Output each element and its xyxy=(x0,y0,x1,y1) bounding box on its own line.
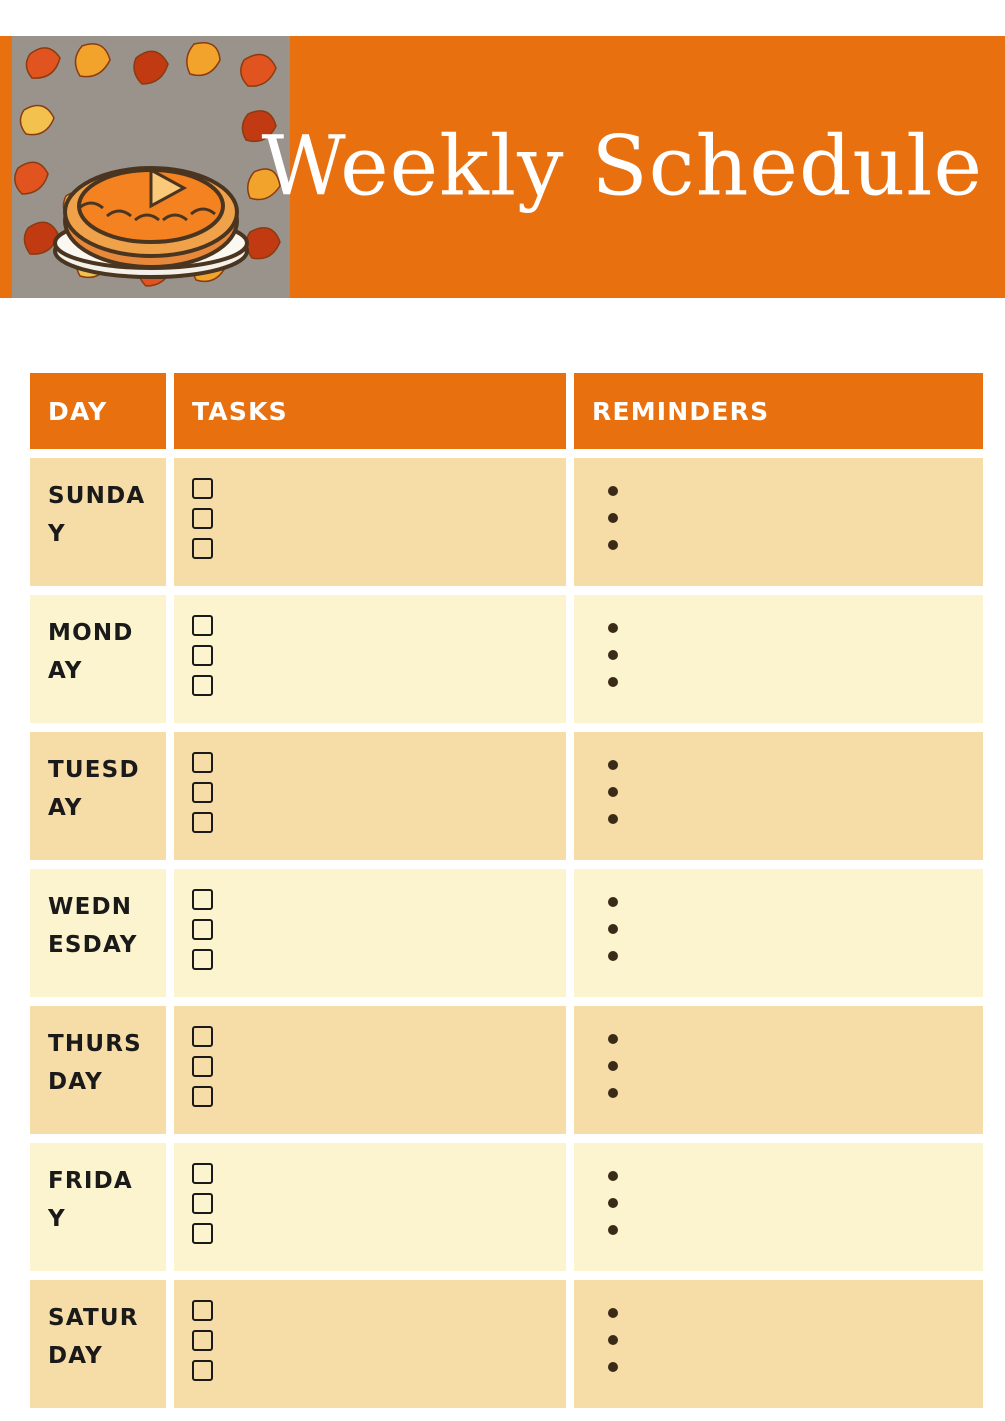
bullet-icon xyxy=(608,897,618,907)
reminders-cell[interactable] xyxy=(574,1006,983,1134)
reminders-cell[interactable] xyxy=(574,1143,983,1271)
table-row xyxy=(30,1280,975,1408)
task-checkbox[interactable] xyxy=(192,1163,213,1184)
page-title: Weekly Schedule xyxy=(261,119,983,215)
bullet-icon xyxy=(608,486,618,496)
bullet-icon xyxy=(608,924,618,934)
bullet-icon xyxy=(608,1034,618,1044)
tasks-cell[interactable] xyxy=(174,869,566,997)
tasks-cell[interactable] xyxy=(174,1280,566,1408)
bullet-icon xyxy=(608,1061,618,1071)
task-checkbox[interactable] xyxy=(192,1223,213,1244)
day-label: SATURDAY xyxy=(48,1305,139,1369)
pumpkin-pie-illustration xyxy=(12,36,290,298)
reminder-list xyxy=(592,883,618,961)
task-checkbox[interactable] xyxy=(192,919,213,940)
bullet-icon xyxy=(608,623,618,633)
table-row xyxy=(30,1143,975,1271)
day-cell xyxy=(30,1143,166,1271)
reminder-list xyxy=(592,1294,618,1372)
reminder-list xyxy=(592,1157,618,1235)
tasks-cell[interactable] xyxy=(174,1006,566,1134)
task-checkbox[interactable] xyxy=(192,645,213,666)
task-checklist xyxy=(192,746,213,833)
task-checkbox[interactable] xyxy=(192,752,213,773)
bullet-icon xyxy=(608,540,618,550)
day-cell xyxy=(30,1280,166,1408)
day-label: WEDNESDAY xyxy=(48,894,138,958)
task-checkbox[interactable] xyxy=(192,1026,213,1047)
bullet-icon xyxy=(608,1362,618,1372)
column-header-tasks-label: TASKS xyxy=(192,396,288,426)
day-label: MONDAY xyxy=(48,620,134,684)
task-checkbox[interactable] xyxy=(192,615,213,636)
table-header-row xyxy=(30,373,975,449)
task-checklist xyxy=(192,472,213,559)
table-row xyxy=(30,595,975,723)
task-checklist xyxy=(192,609,213,696)
task-checkbox[interactable] xyxy=(192,1086,213,1107)
reminder-list xyxy=(592,472,618,550)
tasks-cell[interactable] xyxy=(174,1143,566,1271)
reminders-cell[interactable] xyxy=(574,869,983,997)
bullet-icon xyxy=(608,513,618,523)
bullet-icon xyxy=(608,677,618,687)
column-header-day xyxy=(30,373,166,449)
day-cell xyxy=(30,869,166,997)
bullet-icon xyxy=(608,1225,618,1235)
task-checkbox[interactable] xyxy=(192,1360,213,1381)
day-cell xyxy=(30,458,166,586)
bullet-icon xyxy=(608,1335,618,1345)
day-label: TUESDAY xyxy=(48,757,140,821)
task-checklist xyxy=(192,1294,213,1381)
table-row xyxy=(30,869,975,997)
bullet-icon xyxy=(608,1171,618,1181)
task-checkbox[interactable] xyxy=(192,949,213,970)
task-checkbox[interactable] xyxy=(192,1300,213,1321)
reminder-list xyxy=(592,1020,618,1098)
task-checkbox[interactable] xyxy=(192,812,213,833)
bullet-icon xyxy=(608,814,618,824)
reminder-list xyxy=(592,746,618,824)
task-checklist xyxy=(192,1157,213,1244)
task-checkbox[interactable] xyxy=(192,1056,213,1077)
table-row xyxy=(30,732,975,860)
bullet-icon xyxy=(608,760,618,770)
table-row xyxy=(30,1006,975,1134)
task-checklist xyxy=(192,883,213,970)
column-header-tasks xyxy=(174,373,566,449)
day-label: FRIDAY xyxy=(48,1168,133,1232)
bullet-icon xyxy=(608,1198,618,1208)
day-label: SUNDAY xyxy=(48,483,146,547)
reminder-list xyxy=(592,609,618,687)
bullet-icon xyxy=(608,650,618,660)
task-checkbox[interactable] xyxy=(192,1193,213,1214)
table-row xyxy=(30,458,975,586)
day-label: THURSDAY xyxy=(48,1031,142,1095)
reminders-cell[interactable] xyxy=(574,458,983,586)
task-checklist xyxy=(192,1020,213,1107)
bullet-icon xyxy=(608,1088,618,1098)
reminders-cell[interactable] xyxy=(574,1280,983,1408)
day-cell xyxy=(30,732,166,860)
reminders-cell[interactable] xyxy=(574,595,983,723)
day-cell xyxy=(30,595,166,723)
task-checkbox[interactable] xyxy=(192,782,213,803)
column-header-day-label: DAY xyxy=(48,396,108,426)
bullet-icon xyxy=(608,951,618,961)
task-checkbox[interactable] xyxy=(192,508,213,529)
bullet-icon xyxy=(608,787,618,797)
column-header-reminders xyxy=(574,373,983,449)
task-checkbox[interactable] xyxy=(192,675,213,696)
weekly-schedule-table xyxy=(30,373,975,1417)
page-header xyxy=(0,36,1005,298)
tasks-cell[interactable] xyxy=(174,458,566,586)
reminders-cell[interactable] xyxy=(574,732,983,860)
task-checkbox[interactable] xyxy=(192,538,213,559)
task-checkbox[interactable] xyxy=(192,889,213,910)
bullet-icon xyxy=(608,1308,618,1318)
day-cell xyxy=(30,1006,166,1134)
column-header-reminders-label: REMINDERS xyxy=(592,396,770,426)
task-checkbox[interactable] xyxy=(192,478,213,499)
tasks-cell[interactable] xyxy=(174,595,566,723)
tasks-cell[interactable] xyxy=(174,732,566,860)
task-checkbox[interactable] xyxy=(192,1330,213,1351)
